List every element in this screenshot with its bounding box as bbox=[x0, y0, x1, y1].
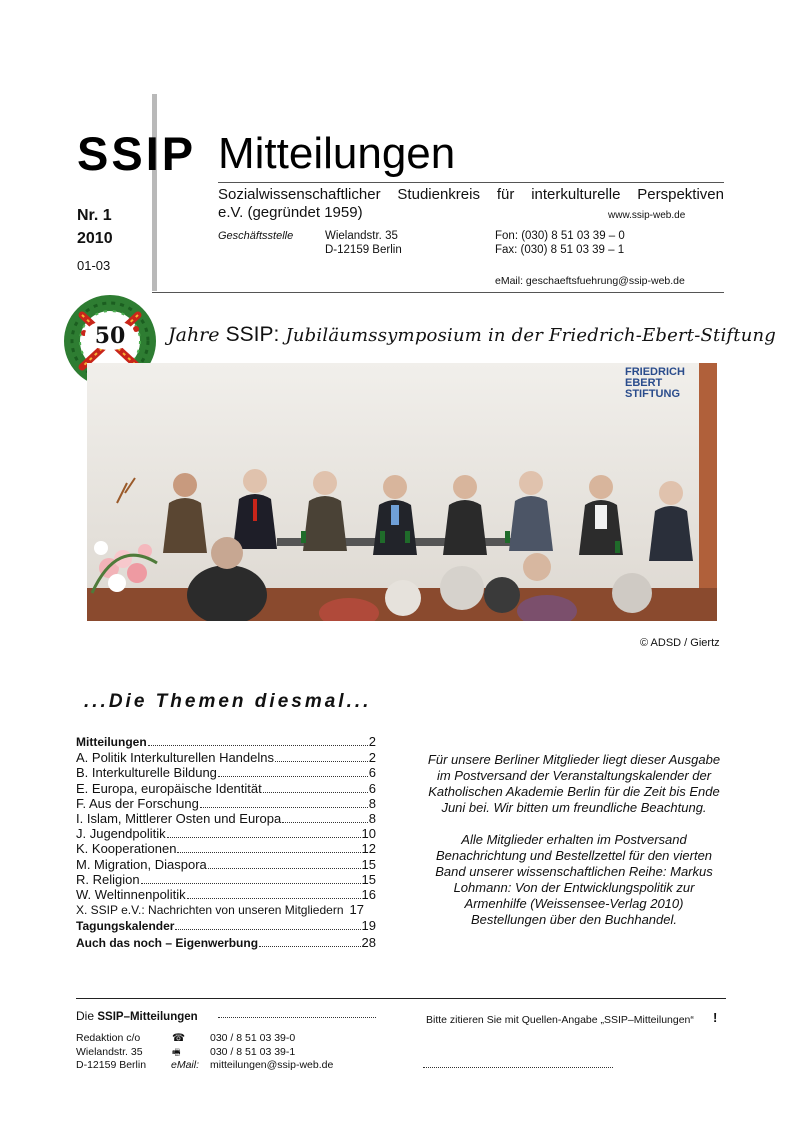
toc-entry-page: 8 bbox=[368, 811, 376, 827]
toc-entry-page: 6 bbox=[368, 765, 376, 781]
office-email[interactable]: eMail: geschaeftsfuehrung@ssip-web.de bbox=[495, 275, 685, 287]
toc-leader-dots bbox=[167, 837, 361, 838]
toc-leader-dots bbox=[175, 929, 360, 930]
editorial-address bbox=[76, 1032, 146, 1073]
editorial-label: Redaktion c/o bbox=[76, 1032, 141, 1044]
office-phone: Fon: (030) 8 51 03 39 – 0 bbox=[495, 230, 625, 242]
subtitle-line2: e.V. (gegründet 1959) bbox=[218, 204, 363, 221]
symposium-photo bbox=[87, 363, 717, 621]
toc-entry-page: 17 bbox=[349, 902, 364, 918]
wreath-number: 50 bbox=[94, 323, 126, 349]
footer-rule bbox=[76, 998, 726, 999]
masthead-rule bbox=[218, 182, 724, 183]
footer-title bbox=[76, 1009, 198, 1023]
subtitle-line1: Sozialwissenschaftlicher Studienkreis für interkulturelle Perspektiven bbox=[218, 186, 724, 203]
headline-jahre: Jahre bbox=[168, 324, 220, 346]
toc-entry[interactable] bbox=[76, 841, 376, 856]
toc-entry[interactable] bbox=[76, 902, 376, 918]
issue-months: 01-03 bbox=[77, 258, 111, 273]
photo-credit: © ADSD / Giertz bbox=[640, 637, 720, 649]
toc-leader-dots bbox=[259, 946, 361, 947]
editorial-phone: 030 / 8 51 03 39-0 bbox=[210, 1032, 296, 1044]
masthead-divider bbox=[152, 94, 157, 291]
toc-entry-page: 28 bbox=[361, 934, 376, 950]
toc-leader-dots bbox=[263, 792, 368, 793]
toc-entry-page: 19 bbox=[361, 918, 376, 934]
toc-leader-dots bbox=[177, 852, 360, 853]
editorial-street: Wielandstr. 35 bbox=[76, 1045, 143, 1058]
notice-paragraph-1: Für unsere Berliner Mitglieder liegt dieser Ausgabe im Postversand der Veranstaltungskalender der Katholischen Akademie Berlin für die Zeit bis Ende Juni bei. Wir bitten um freundliche Beachtung. bbox=[427, 752, 721, 815]
toc-leader-dots bbox=[218, 776, 368, 777]
website[interactable]: www.ssip-web.de bbox=[608, 210, 686, 221]
toc-entry[interactable] bbox=[76, 781, 376, 796]
office-city: D-12159 Berlin bbox=[325, 244, 402, 256]
masthead-bottom-rule bbox=[152, 292, 724, 293]
toc-entry-page: 10 bbox=[361, 826, 376, 842]
table-of-contents bbox=[76, 734, 376, 951]
editorial-email[interactable]: mitteilungen@ssip-web.de bbox=[210, 1059, 334, 1071]
issue-year: 2010 bbox=[77, 230, 113, 247]
office-label: Geschäftsstelle bbox=[218, 230, 294, 242]
toc-entry-label: B. Interkulturelle Bildung bbox=[76, 765, 217, 781]
toc-entry-label: F. Aus der Forschung bbox=[76, 795, 199, 811]
toc-entry-label: I. Islam, Mittlerer Osten und Europa bbox=[76, 811, 282, 827]
toc-entry[interactable] bbox=[76, 935, 376, 951]
toc-leader-dots bbox=[208, 868, 361, 869]
toc-entry[interactable] bbox=[76, 918, 376, 934]
toc-entry-label: W. Weltinnenpolitik bbox=[76, 887, 186, 903]
toc-entry-label: Mitteilungen bbox=[76, 735, 147, 749]
toc-leader-dots bbox=[200, 807, 368, 808]
headline-ssip: SSIP: bbox=[225, 323, 280, 346]
toc-leader-dots bbox=[187, 898, 361, 899]
footer-die: Die bbox=[76, 1009, 95, 1023]
toc-entry-page: 15 bbox=[361, 871, 376, 887]
toc-entry[interactable] bbox=[76, 765, 376, 780]
toc-entry-page: 16 bbox=[361, 887, 376, 903]
toc-entry-label: J. Jugendpolitik bbox=[76, 826, 166, 842]
toc-entry[interactable] bbox=[76, 811, 376, 826]
toc-leader-dots bbox=[141, 883, 361, 884]
toc-entry-label: Auch das noch – Eigenwerbung bbox=[76, 935, 259, 950]
toc-entry-page: 2 bbox=[368, 750, 376, 766]
member-notice bbox=[424, 752, 724, 944]
toc-entry[interactable] bbox=[76, 734, 376, 750]
toc-entry[interactable] bbox=[76, 750, 376, 765]
editorial-icons bbox=[172, 1032, 199, 1073]
toc-entry-page: 15 bbox=[361, 856, 376, 872]
footer-brand: SSIP–Mitteilungen bbox=[97, 1011, 198, 1023]
signature-dotted-line bbox=[423, 1058, 613, 1068]
toc-leader-dots bbox=[282, 822, 368, 823]
office-fax: Fax: (030) 8 51 03 39 – 1 bbox=[495, 244, 625, 256]
themes-heading: ...Die Themen diesmal... bbox=[84, 691, 372, 712]
photo-logo-line2: EBERT bbox=[625, 377, 663, 389]
toc-entry[interactable] bbox=[76, 796, 376, 811]
toc-entry-label: X. SSIP e.V.: Nachrichten von unseren Mitgliedern bbox=[76, 903, 344, 918]
headline-title: Jubiläumssymposium in der Friedrich-Ebert-Stiftung bbox=[285, 325, 777, 346]
toc-entry-page: 2 bbox=[368, 734, 376, 749]
toc-entry-label: K. Kooperationen bbox=[76, 841, 177, 857]
toc-entry[interactable] bbox=[76, 857, 376, 872]
office-street: Wielandstr. 35 bbox=[325, 230, 398, 242]
toc-entry-page: 6 bbox=[368, 780, 376, 796]
citation-note: Bitte zitieren Sie mit Quellen-Angabe „SSIP–Mitteilungen“ bbox=[426, 1014, 694, 1026]
notice-paragraph-3: Bestellungen über den Buchhandel. bbox=[471, 912, 677, 927]
headline bbox=[168, 321, 776, 347]
publication-title: Mitteilungen bbox=[218, 129, 456, 178]
issue-number: Nr. 1 bbox=[77, 207, 112, 224]
toc-leader-dots bbox=[345, 913, 349, 914]
citation-exclamation: ! bbox=[713, 1010, 718, 1025]
toc-entry-label: A. Politik Interkulturellen Handelns bbox=[76, 750, 274, 766]
toc-entry[interactable] bbox=[76, 887, 376, 902]
toc-leader-dots bbox=[148, 745, 368, 746]
brand-title: SSIP bbox=[77, 127, 197, 180]
editorial-contacts bbox=[210, 1032, 333, 1073]
photo-logo-line3: STIFTUNG bbox=[625, 388, 680, 400]
toc-entry-label: R. Religion bbox=[76, 871, 140, 887]
toc-leader-dots bbox=[275, 761, 368, 762]
phone-icon: ☎ bbox=[172, 1032, 186, 1044]
toc-entry[interactable] bbox=[76, 826, 376, 841]
toc-entry-label: E. Europa, europäische Identität bbox=[76, 780, 262, 796]
editorial-fax: 030 / 8 51 03 39-1 bbox=[210, 1045, 296, 1058]
toc-entry-page: 8 bbox=[368, 795, 376, 811]
editorial-city: D-12159 Berlin bbox=[76, 1059, 147, 1071]
notice-paragraph-2: Alle Mitglieder erhalten im Postversand Benachrichtung und Bestellzettel für den vierten Band unserer wissenschaftlichen Reihe: Markus Lohmann: Von der Entwicklungspolitik zur Armenhilfe (Weissensee-Verlag 2010) bbox=[435, 832, 713, 911]
footer-dotted-line bbox=[218, 1008, 376, 1018]
toc-entry-label: Tagungskalender bbox=[76, 919, 175, 934]
email-label: eMail: bbox=[171, 1059, 200, 1071]
fax-icon: 🖷 bbox=[172, 1046, 181, 1057]
toc-entry-label: M. Migration, Diaspora bbox=[76, 856, 207, 872]
toc-entry-page: 12 bbox=[361, 841, 376, 857]
toc-entry[interactable] bbox=[76, 872, 376, 887]
photo-logo-line1: FRIEDRICH bbox=[625, 366, 685, 378]
